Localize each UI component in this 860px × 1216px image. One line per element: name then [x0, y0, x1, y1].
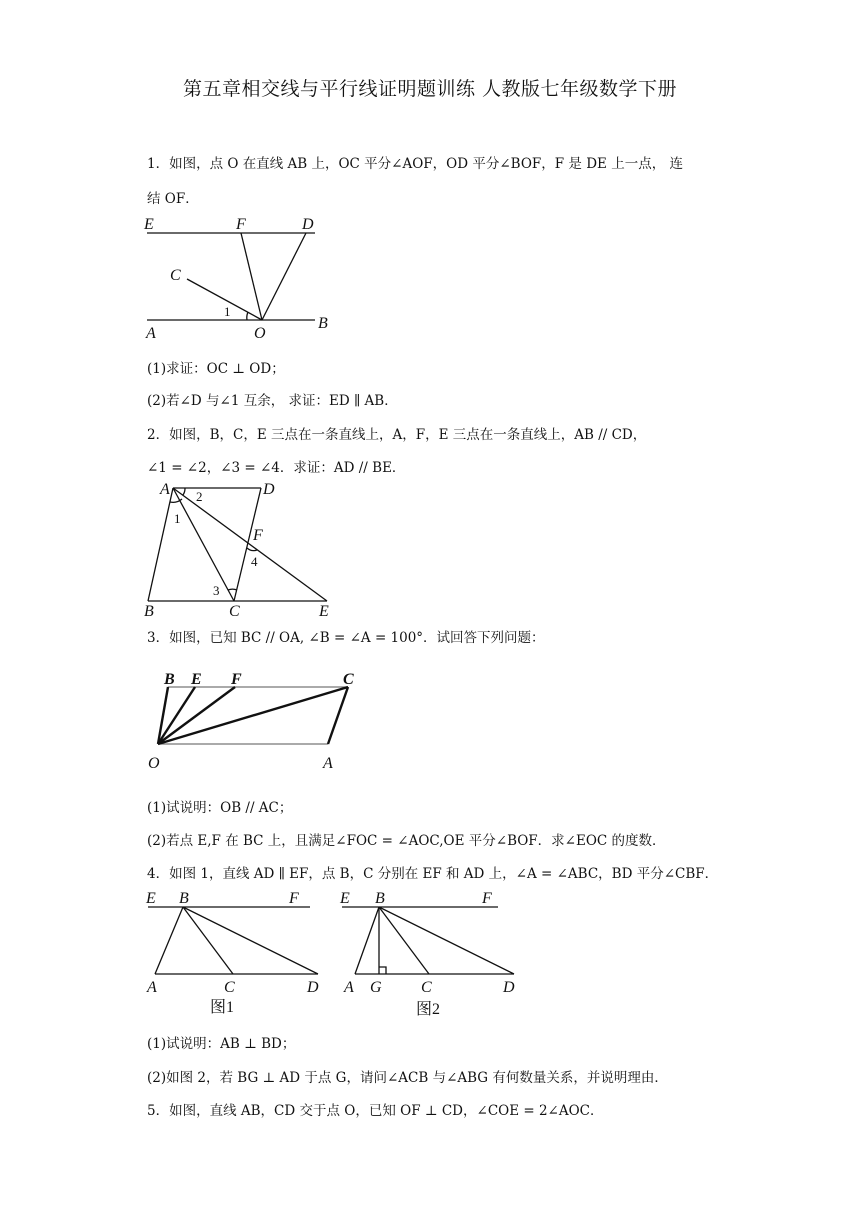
segment-of: [158, 687, 235, 744]
problem-4-statement: 4．如图 1，直线 AD ∥ EF，点 B，C 分别在 EF 和 AD 上，∠A = ∠ABC，BD 平分∠CBF．: [147, 866, 719, 882]
label-e: E: [144, 216, 154, 233]
problem-3-q1: (1)试说明：OB // AC；: [147, 800, 293, 816]
problem-2-statement: 2．如图，B，C，E 三点在一条直线上，A，F，E 三点在一条直线上，AB // CD，: [147, 427, 647, 443]
segment-bd: [183, 907, 318, 974]
label-angle-2: 2: [196, 489, 203, 504]
label-angle-1: 1: [174, 511, 181, 526]
problem-3-statement: 3．如图，已知 BC // OA, ∠B = ∠A = 100°．试回答下列问题：: [147, 630, 545, 646]
label-e: E: [319, 603, 329, 620]
angle-1-arc: [247, 312, 248, 320]
segment-cd: [234, 488, 261, 601]
label-a: A: [344, 979, 354, 996]
label-b: B: [318, 315, 328, 332]
label-o: O: [254, 325, 266, 342]
label-b: B: [179, 890, 189, 907]
label-b: B: [375, 890, 385, 907]
label-angle-4: 4: [251, 554, 258, 569]
segment-ab: [155, 907, 183, 974]
label-c: C: [170, 267, 181, 284]
label-a: A: [146, 325, 156, 342]
label-angle-3: 3: [213, 583, 220, 598]
figure-2-caption: 图2: [416, 1001, 441, 1018]
segment-bd: [379, 907, 514, 974]
label-b: B: [164, 671, 175, 688]
label-e: E: [146, 890, 156, 907]
label-e: E: [191, 671, 202, 688]
segment-oc: [158, 687, 348, 744]
segment-bc: [183, 907, 233, 974]
label-a: A: [147, 979, 157, 996]
problem-2-statement-cont: ∠1 = ∠2，∠3 = ∠4．求证：AD // BE．: [147, 460, 406, 476]
problem-2-figure: [140, 478, 340, 620]
label-d: D: [307, 979, 319, 996]
segment-ac: [328, 687, 348, 744]
problem-5-statement: 5．如图，直线 AB，CD 交于点 O，已知 OF ⊥ CD，∠COE = 2∠AOC．: [147, 1103, 604, 1119]
label-c: C: [343, 671, 354, 688]
label-d: D: [302, 216, 314, 233]
label-f: F: [236, 216, 246, 233]
label-f: F: [231, 671, 242, 688]
angle-2-arc: [183, 488, 185, 495]
label-o: O: [148, 755, 160, 772]
label-a: A: [160, 481, 170, 498]
problem-4-q2: (2)如图 2，若 BG ⊥ AD 于点 G，请问∠ACB 与∠ABG 有何数量关系，并说明理由．: [147, 1070, 668, 1086]
problem-3-q2: (2)若点 E,F 在 BC 上，且满足∠FOC = ∠AOC,OE 平分∠BOF．求∠EOC 的度数．: [147, 833, 666, 849]
label-c: C: [224, 979, 235, 996]
problem-4-q1: (1)试说明：AB ⊥ BD；: [147, 1036, 296, 1052]
problem-1-q2: (2)若∠D 与∠1 互余， 求证：ED ∥ AB．: [147, 393, 398, 409]
problem-1-figure: [140, 212, 340, 342]
figure-1-caption: 图1: [210, 999, 235, 1016]
segment-of: [241, 233, 262, 320]
label-f: F: [253, 527, 263, 544]
label-e: E: [340, 890, 350, 907]
label-f: F: [482, 890, 492, 907]
problem-1-q1: (1)求证：OC ⊥ OD；: [147, 361, 285, 377]
label-c: C: [229, 603, 240, 620]
label-f: F: [289, 890, 299, 907]
label-d: D: [263, 481, 275, 498]
segment-ac: [173, 488, 234, 601]
segment-ab: [148, 488, 173, 601]
label-a: A: [323, 755, 333, 772]
segment-bc: [379, 907, 429, 974]
label-b: B: [144, 603, 154, 620]
page-title: 第五章相交线与平行线证明题训练 人教版七年级数学下册: [182, 78, 678, 100]
segment-ab: [355, 907, 379, 974]
problem-4-figure-2: [336, 886, 536, 1022]
label-g: G: [370, 979, 382, 996]
problem-1-statement-cont: 结 OF．: [147, 191, 199, 207]
right-angle-mark: [379, 967, 386, 974]
label-d: D: [503, 979, 515, 996]
problem-1-statement: 1．如图，点 O 在直线 AB 上，OC 平分∠AOF，OD 平分∠BOF，F 是 DE 上一点， 连: [147, 156, 683, 172]
label-c: C: [421, 979, 432, 996]
problem-4-figure-1: [140, 886, 340, 1022]
segment-od: [262, 233, 306, 320]
label-angle-1: 1: [224, 304, 231, 319]
segment-ae: [173, 488, 327, 601]
problem-3-figure: [140, 662, 370, 774]
angle-3-arc: [228, 589, 237, 590]
